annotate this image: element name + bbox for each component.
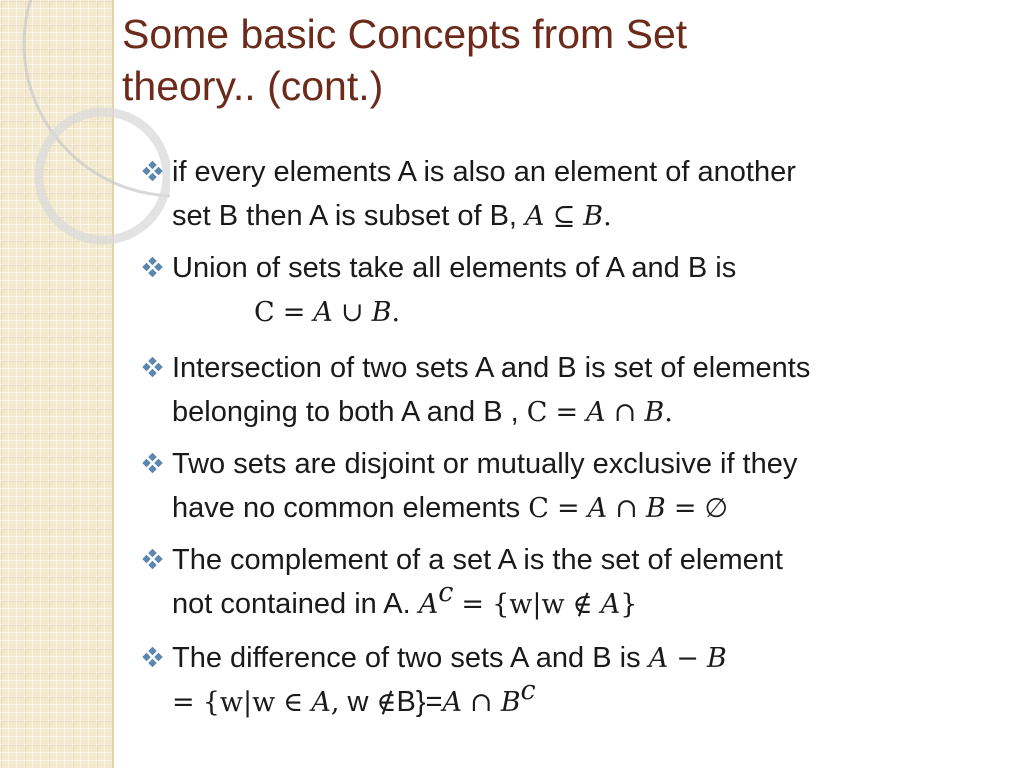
math-symbol: B	[645, 493, 666, 524]
math-symbol: B	[583, 201, 604, 232]
math-set-builder: }	[620, 589, 638, 620]
bullet-text-run: not contained in A.	[172, 588, 411, 620]
bullet-text-run: w	[347, 686, 369, 718]
math-symbol: A	[586, 397, 606, 428]
bullet-text	[172, 538, 1010, 626]
math-set-builder: {w|w	[202, 687, 276, 718]
math-symbol: B	[371, 297, 392, 328]
bullet-line	[172, 577, 1010, 626]
math-symbol: A	[313, 297, 333, 328]
math-symbol: A	[311, 687, 331, 718]
diamond-bullet-icon	[140, 548, 168, 574]
bullet-text-run: The difference of two sets A and B is	[172, 642, 641, 674]
math-operator: =	[555, 397, 579, 428]
math-symbol: A	[418, 589, 439, 620]
bullet-line	[172, 390, 1010, 434]
math-punctuation: .	[664, 397, 673, 428]
bullet-line	[172, 194, 1010, 238]
title-line-1: Some basic Concepts from Set	[122, 11, 688, 57]
math-superscript: c	[438, 577, 454, 608]
slide-title	[122, 8, 982, 112]
math-operator: =	[673, 493, 697, 524]
bullet-line: Intersection of two sets A and B is set of elements	[172, 352, 811, 384]
bullet-text	[172, 346, 1010, 434]
bullet-text	[172, 442, 1010, 530]
bullet-line: Two sets are disjoint or mutually exclusive if they	[172, 448, 798, 480]
math-operator: ∩	[613, 397, 637, 428]
bullet-text	[172, 150, 1010, 238]
bullet-text-run: have no common elements	[172, 492, 521, 524]
bullet-text	[172, 246, 1010, 334]
not-element-of-symbol: ∉	[376, 687, 397, 718]
empty-set-symbol: ∅	[704, 493, 729, 524]
math-operator: ∪	[340, 297, 364, 328]
math-symbol: C	[528, 493, 549, 524]
math-symbol: B	[706, 643, 727, 674]
math-operator: =	[172, 687, 195, 718]
math-symbol: B	[644, 397, 665, 428]
bullet-text-run: set B then A is subset of B,	[172, 200, 517, 232]
math-symbol: C	[254, 297, 275, 328]
math-operator: ∩	[615, 493, 638, 524]
math-symbol: B	[500, 687, 521, 718]
bullet-line: The complement of a set A is the set of element	[172, 544, 783, 576]
math-symbol: A	[600, 589, 621, 620]
math-superscript: c	[520, 675, 536, 706]
bullet-text	[172, 636, 1010, 724]
math-operator: =	[282, 297, 306, 328]
math-operator: ⊆	[552, 201, 576, 232]
element-of-symbol: ∈	[283, 687, 304, 718]
bullet-line: Union of sets take all elements of A and B is	[172, 252, 737, 284]
math-operator: −	[676, 643, 699, 674]
bullet-line	[172, 675, 1010, 724]
math-punctuation: .	[603, 201, 612, 232]
bullet-text-run: B}=	[396, 686, 443, 718]
title-line-2: theory.. (cont.)	[122, 63, 384, 109]
math-symbol: A	[525, 201, 545, 232]
diamond-bullet-icon	[140, 256, 168, 282]
bullet-line: if every elements A is also an element of another	[172, 156, 796, 188]
math-operator: =	[461, 589, 485, 620]
bullet-line	[172, 290, 1010, 334]
bullet-line	[172, 636, 1010, 680]
math-punctuation: .	[391, 297, 401, 328]
math-set-builder: {w|w	[492, 589, 565, 620]
math-symbol: A	[648, 643, 669, 674]
not-element-of-symbol: ∉	[572, 589, 593, 620]
bullet-text-run: belonging to both A and B ,	[172, 396, 519, 428]
math-symbol: A	[442, 687, 462, 718]
math-operator: =	[556, 493, 580, 524]
diamond-bullet-icon	[140, 160, 168, 186]
math-symbol: A	[587, 493, 608, 524]
math-symbol: C	[526, 397, 548, 428]
math-operator: ∩	[470, 687, 493, 718]
diamond-bullet-icon	[140, 452, 168, 478]
bullet-line	[172, 486, 1010, 530]
math-punctuation: ,	[330, 687, 340, 718]
diamond-bullet-icon	[140, 646, 168, 672]
diamond-bullet-icon	[140, 356, 168, 382]
